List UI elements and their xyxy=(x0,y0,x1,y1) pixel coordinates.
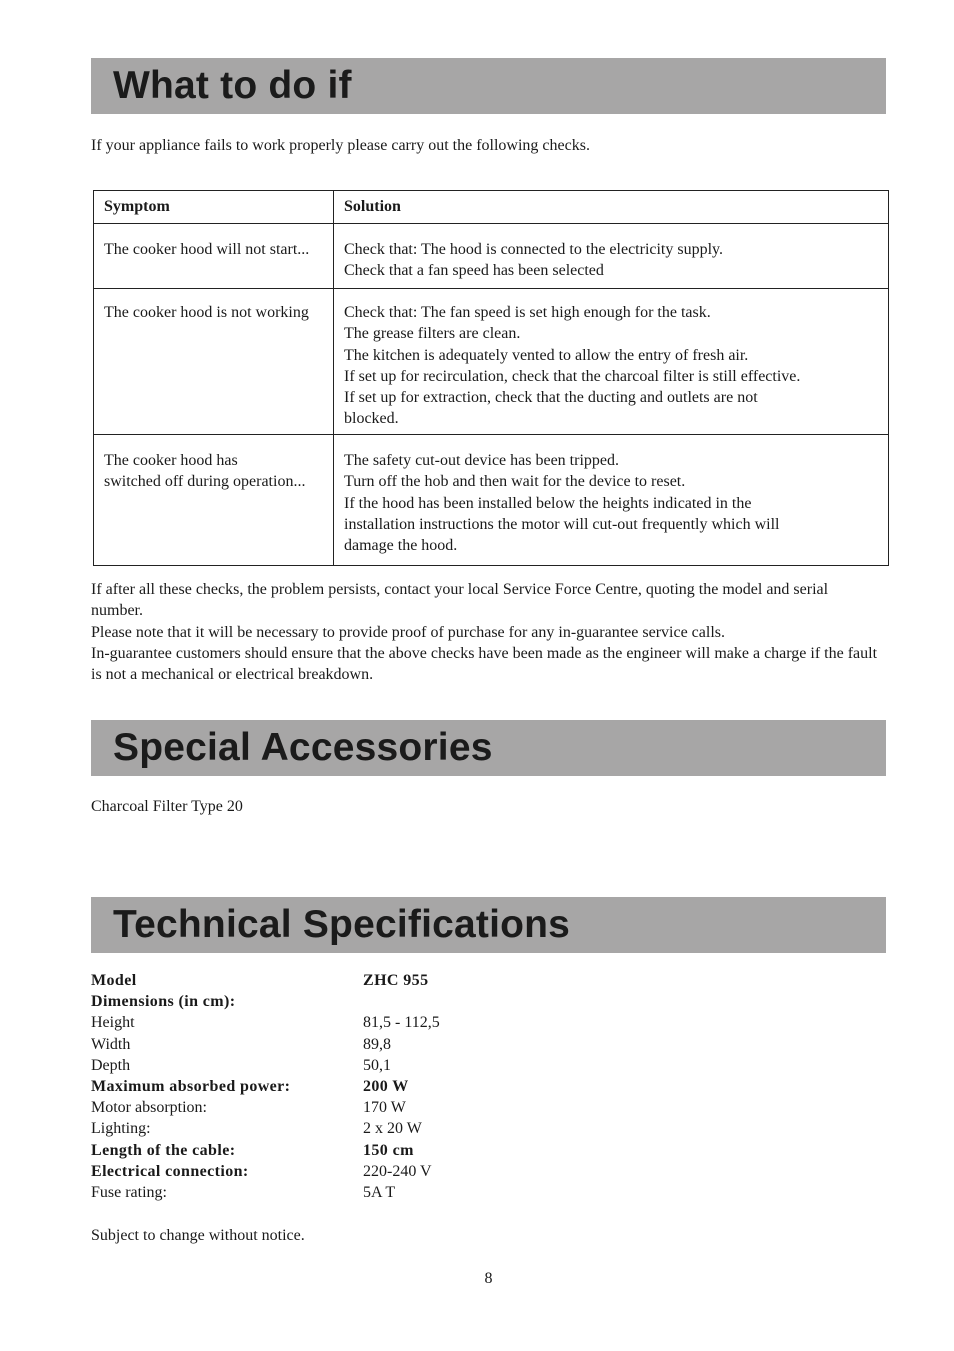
solution-cell xyxy=(334,224,889,289)
after-checks-paragraph: In-guarantee customers should ensure that the above checks have been made as the engineer will make a charge if the fault is not a mechanical or electrical breakdown. xyxy=(91,644,878,684)
after-checks-paragraph: Please note that it will be necessary to provide proof of purchase for any in-guarantee service calls. xyxy=(91,623,725,641)
section-title-technical-specifications: Technical Specifications xyxy=(113,903,571,946)
solution-cell xyxy=(334,289,889,435)
solution-line: If set up for recirculation, check that the charcoal filter is still effective. xyxy=(344,367,801,385)
spec-label: Width xyxy=(91,1035,131,1053)
spec-value: 170 W xyxy=(363,1099,406,1117)
spec-label: Height xyxy=(91,1014,135,1032)
spec-label: Lighting: xyxy=(91,1120,151,1138)
symptom-cell xyxy=(94,289,334,435)
spec-value: 150 cm xyxy=(363,1141,414,1159)
solution-line: The grease filters are clean. xyxy=(344,325,521,343)
section-title-what-to-do-if: What to do if xyxy=(113,64,352,107)
accessory-item: Charcoal Filter Type 20 xyxy=(91,798,243,815)
spec-label: Dimensions (in cm): xyxy=(91,993,236,1011)
spec-label: Fuse rating: xyxy=(91,1183,167,1201)
table-header-row xyxy=(94,191,889,224)
technical-specifications-banner xyxy=(91,897,886,953)
spec-value: 220-240 V xyxy=(363,1162,432,1180)
solution-line: Turn off the hob and then wait for the device to reset. xyxy=(344,473,686,491)
spec-value: 81,5 - 112,5 xyxy=(363,1014,440,1032)
spec-value: 89,8 xyxy=(363,1035,391,1053)
symptom-text: The cooker hood is not working xyxy=(104,304,309,321)
table-row xyxy=(94,224,889,289)
spec-label: Model xyxy=(91,972,137,989)
troubleshooting-table xyxy=(93,190,889,566)
spec-label: Maximum absorbed power: xyxy=(91,1077,291,1095)
symptom-text: switched off during operation... xyxy=(104,473,306,491)
solution-line: Check that: The fan speed is set high enough for the task. xyxy=(344,304,711,321)
header-solution: Solution xyxy=(334,191,889,224)
change-notice-text: Subject to change without notice. xyxy=(91,1227,305,1244)
solution-line: Check that a fan speed has been selected xyxy=(344,262,604,280)
page-number: 8 xyxy=(484,1270,493,1287)
spec-value: 5A T xyxy=(363,1183,396,1201)
solution-cell xyxy=(334,435,889,566)
spec-value: 2 x 20 W xyxy=(363,1120,422,1138)
solution-line: Check that: The hood is connected to the electricity supply. xyxy=(344,241,724,258)
solution-line: If set up for extraction, check that the ducting and outlets are not blocked. xyxy=(344,389,758,428)
symptom-cell xyxy=(94,435,334,566)
table-row xyxy=(94,289,889,435)
spec-label: Length of the cable: xyxy=(91,1141,236,1159)
solution-line: The safety cut-out device has been tripped. xyxy=(344,452,619,469)
spec-label: Motor absorption: xyxy=(91,1099,207,1117)
spec-value: ZHC 955 xyxy=(363,972,429,989)
solution-line: The kitchen is adequately vented to allow the entry of fresh air. xyxy=(344,346,749,364)
symptom-text: The cooker hood has xyxy=(104,452,238,469)
solution-line: If the hood has been installed below the heights indicated in the installation instructions the motor will cut-out frequently which will damage the hood. xyxy=(344,494,780,555)
table-row xyxy=(94,435,889,566)
after-checks-paragraph: If after all these checks, the problem persists, contact your local Service Force Centre, quoting the model and serial number. xyxy=(91,581,829,620)
symptom-cell xyxy=(94,224,334,289)
spec-value: 200 W xyxy=(363,1077,409,1095)
accessory-text xyxy=(91,796,881,817)
intro-text xyxy=(91,135,881,156)
header-symptom: Symptom xyxy=(94,191,334,224)
spec-label: Depth xyxy=(91,1056,131,1074)
spec-label: Electrical connection: xyxy=(91,1162,249,1180)
what-to-do-if-banner xyxy=(91,58,886,114)
spec-value: 50,1 xyxy=(363,1056,391,1074)
section-title-special-accessories: Special Accessories xyxy=(113,726,493,769)
symptom-text: The cooker hood will not start... xyxy=(104,241,310,258)
special-accessories-banner xyxy=(91,720,886,776)
change-notice xyxy=(91,1225,881,1246)
intro-paragraph: If your appliance fails to work properly please carry out the following checks. xyxy=(91,137,590,154)
after-checks-text xyxy=(91,579,881,685)
